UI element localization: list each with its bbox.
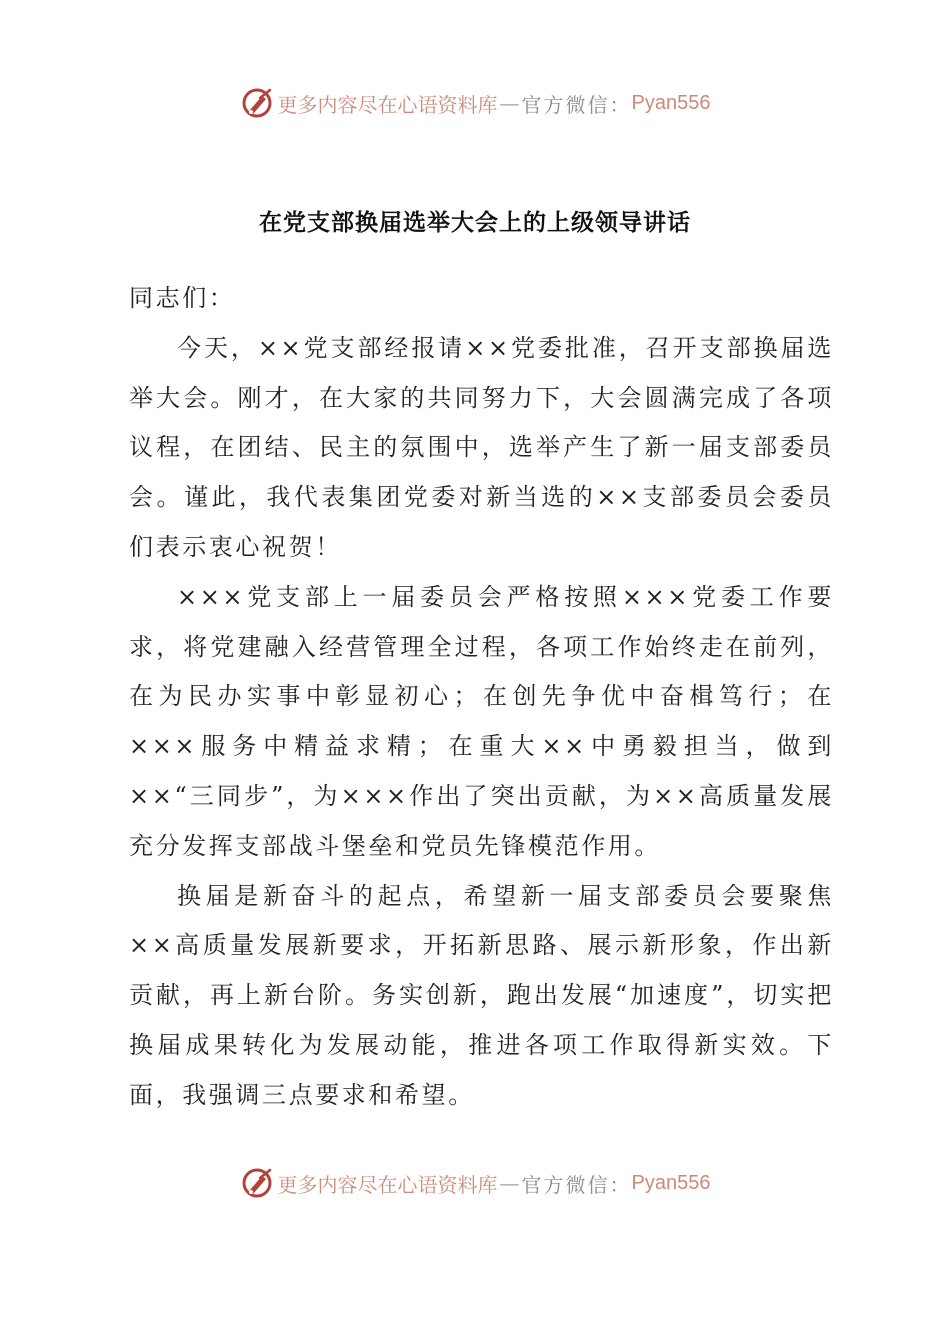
watermark-wechat-label: 官方微信： (521, 92, 632, 117)
watermark-wechat-label: 官方微信： (521, 1172, 632, 1197)
document-body (129, 274, 834, 1121)
watermark-main-text: 更多内容尽在心语资料库 (277, 92, 498, 117)
paragraph-1: 今天，××党支部经报请××党委批准，召开支部换届选举大会。刚才，在大家的共同努力下，大会圆满完成了各项议程，在团结、民主的氛围中，选举产生了新一届支部委员会。谨此，我代表集团党委对新当选的××支部委员会委员们表示衷心祝贺！ (129, 333, 834, 561)
header-watermark (0, 83, 950, 123)
paragraph-2: ×××党支部上一届委员会严格按照×××党委工作要求，将党建融入经营管理全过程，各项工作始终走在前列，在为民办实事中彰显初心；在创先争优中奋楫笃行；在×××服务中精益求精；在重大××中勇毅担当，做到××“三同步”，为×××作出了突出贡献，为××高质量发展充分发挥支部战斗堡垒和党员先锋模范作用。 (129, 582, 834, 860)
watermark-wechat-id: Pyan556 (631, 1171, 711, 1194)
footer-watermark (0, 1163, 950, 1203)
paragraph-3: 换届是新奋斗的起点，希望新一届支部委员会要聚焦××高质量发展新要求，开拓新思路、展示新形象，作出新贡献，再上新台阶。务实创新，跑出发展“加速度”，切实把换届成果转化为发展动能，推进各项工作取得新实效。下面，我强调三点要求和希望。 (129, 881, 834, 1109)
watermark-wechat-id: Pyan556 (631, 91, 711, 114)
pen-logo-icon (240, 86, 274, 120)
watermark-dash: — (499, 91, 520, 115)
watermark-dash: — (499, 1171, 520, 1195)
watermark-main-text: 更多内容尽在心语资料库 (277, 1172, 498, 1197)
document-title: 在党支部换届选举大会上的上级领导讲话 (259, 210, 691, 236)
pen-logo-icon (240, 1166, 274, 1200)
salutation: 同志们： (129, 284, 236, 312)
